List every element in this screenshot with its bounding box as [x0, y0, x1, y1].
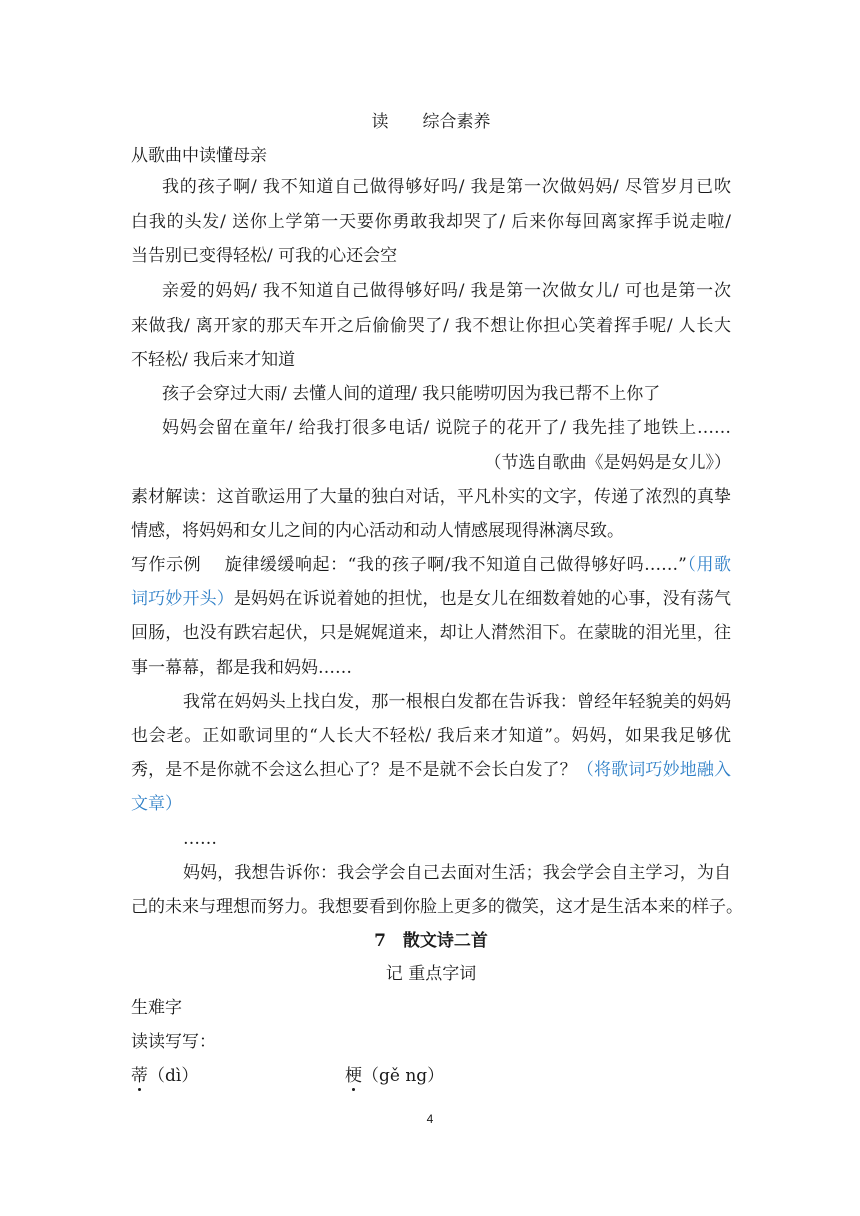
char-pinyin: （gě ng）	[362, 1066, 445, 1086]
example-paragraph-line: 也会老。正如歌词里的“人长大不轻松/ 我后来才知道”。妈妈，如果我足够优	[131, 726, 731, 746]
example-line	[131, 555, 731, 575]
page-number: 4	[426, 1112, 434, 1126]
example-note: （将歌词巧妙地融入	[576, 760, 732, 780]
char: 蒂	[131, 1066, 148, 1086]
example-note: （用歌	[686, 555, 732, 575]
interpretation-line: 情感，将妈妈和女儿之间的内心活动和动人情感展现得淋漓尽致。	[131, 521, 624, 541]
lyrics-line: 孩子会穿过大雨/ 去懂人间的道理/ 我只能唠叨因为我已帮不上你了	[162, 384, 661, 404]
read-write-label: 读读写写：	[131, 1032, 216, 1052]
section-read-left: 读	[371, 112, 389, 132]
example-paragraph-line: 妈妈，我想告诉你：我会学会自己去面对生活；我会学会自主学习，为自	[183, 863, 731, 883]
example-paragraph-line	[131, 760, 731, 780]
lyrics-line: 我的孩子啊/ 我不知道自己做得够好吗/ 我是第一次做妈妈/ 尽管岁月已吹	[162, 177, 731, 197]
example-paragraph-line: 我常在妈妈头上找白发，那一根根白发都在告诉我：曾经年轻貌美的妈妈	[183, 692, 731, 712]
lyrics-line: 当告别已变得轻松/ 可我的心还会空	[131, 246, 398, 266]
song-title: 从歌曲中读懂母亲	[131, 146, 267, 166]
lyrics-line: 来做我/ 离开家的那天车开之后偷偷哭了/ 我不想让你担心笑着挥手呢/ 人长大	[131, 316, 731, 336]
example-line	[131, 589, 731, 609]
lyrics-line: 妈妈会留在童年/ 给我打很多电话/ 说院子的花开了/ 我先挂了地铁上……	[162, 418, 731, 438]
lesson-title: 7 散文诗二首	[374, 931, 488, 951]
example-line: 回肠，也没有跌宕起伏，只是娓娓道来，却让人潸然泪下。在蒙眬的泪光里，往	[131, 623, 731, 643]
lyrics-source: （节选自歌曲《是妈妈是女儿》）	[484, 453, 731, 473]
example-line: 事一幕幕，都是我和妈妈……	[131, 658, 352, 678]
example-note: 文章	[131, 794, 165, 814]
section-read-right: 综合素养	[422, 112, 491, 132]
lyrics-line: 亲爱的妈妈/ 我不知道自己做得够好吗/ 我是第一次做女儿/ 可也是第一次	[162, 281, 731, 301]
lyrics-line: 不轻松/ 我后来才知道	[131, 350, 296, 370]
char-pinyin: （dì）	[148, 1066, 199, 1086]
section-words-heading: 记 重点字词	[385, 964, 477, 984]
example-note: 词巧妙开头）	[131, 589, 234, 609]
example-paragraph-line: 己的未来与理想而努力。我想要看到你脸上更多的微笑，这才是生活本来的样子。	[131, 897, 743, 917]
example-text: 秀，是不是你就不会这么担心了？是不是就不会长白发了？	[131, 760, 577, 780]
section-read-heading	[131, 112, 731, 132]
lyrics-line: 白我的头发/ 送你上学第一天要你勇敢我却哭了/ 后来你每回离家挥手说走啦/	[131, 212, 731, 232]
example-note-close: ）	[165, 794, 182, 814]
example-text: 是妈妈在诉说着她的担忧，也是女儿在细数着她的心事，没有荡气	[233, 589, 732, 609]
char: 梗	[345, 1066, 362, 1086]
example-paragraph-line	[131, 794, 731, 814]
char-entry	[131, 1066, 331, 1086]
hard-chars-label: 生难字	[131, 998, 182, 1018]
example-ellipsis: ……	[183, 829, 217, 849]
char-entry	[345, 1066, 545, 1086]
interpretation-line: 素材解读：这首歌运用了大量的独白对话，平凡朴实的文字，传递了浓烈的真挚	[131, 487, 731, 507]
example-text: 写作示例 旋律缓缓响起：“我的孩子啊/我不知道自己做得够好吗……”	[131, 555, 687, 575]
